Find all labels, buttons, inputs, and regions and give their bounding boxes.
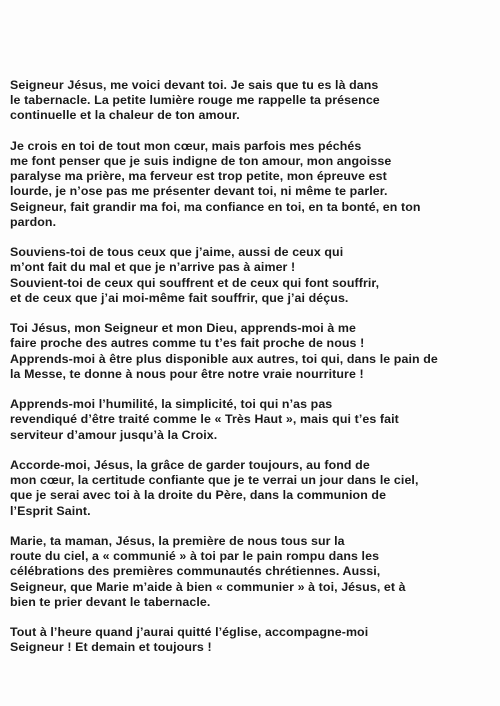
paragraph-1 xyxy=(10,78,490,124)
paragraph-6 xyxy=(10,458,490,519)
paragraph-7 xyxy=(10,534,490,610)
paragraph-5 xyxy=(10,397,490,443)
paragraph-2 xyxy=(10,139,490,230)
text-line: lourde, je n’ose pas me présenter devant toi, ni même te parler. xyxy=(10,184,388,199)
text-line: m’ont fait du mal et que je n’arrive pas à aimer ! xyxy=(10,260,296,275)
text-line: mon cœur, la certitude confiante que je te verrai un jour dans le ciel, xyxy=(10,473,419,488)
text-line: paralyse ma prière, ma ferveur est trop petite, mon épreuve est xyxy=(10,169,387,184)
prayer-text xyxy=(10,78,490,671)
text-line: Apprends-moi à être plus disponible aux autres, toi qui, dans le pain de xyxy=(10,351,438,366)
text-line: Je crois en toi de tout mon cœur, mais parfois mes péchés xyxy=(10,138,362,153)
text-line: Apprends-moi l’humilité, la simplicité, toi qui n’as pas xyxy=(10,397,333,412)
text-line: me font penser que je suis indigne de ton amour, mon angoisse xyxy=(10,154,392,168)
text-line: Marie, ta maman, Jésus, la première de nous tous sur la xyxy=(10,534,345,548)
text-line: la Messe, te donne à nous pour être notre vraie nourriture ! xyxy=(10,366,364,381)
text-line: Seigneur ! Et demain et toujours ! xyxy=(10,640,212,655)
text-line: route du ciel, a « communié » à toi par le pain rompu dans les xyxy=(10,549,380,564)
text-line: Toi Jésus, mon Seigneur et mon Dieu, apprends-moi à me xyxy=(10,321,356,336)
text-line: pardon. xyxy=(10,214,57,229)
text-line: le tabernacle. La petite lumière rouge me rappelle ta présence xyxy=(10,93,380,108)
text-line: célébrations des premières communautés chrétiennes. Aussi, xyxy=(10,564,381,579)
text-line: Seigneur, que Marie m’aide à bien « communier » à toi, Jésus, et à xyxy=(10,579,406,594)
text-line: Seigneur, fait grandir ma foi, ma confiance en toi, en ta bonté, en ton xyxy=(10,199,421,214)
text-line: Souvient-toi de ceux qui souffrent et de ceux qui font souffrir, xyxy=(10,275,380,290)
text-line: continuelle et la chaleur de ton amour. xyxy=(10,108,240,123)
text-line: revendiqué d’être traité comme le « Très Haut », mais qui t’es fait xyxy=(10,412,399,427)
text-line: Accorde-moi, Jésus, la grâce de garder toujours, au fond de xyxy=(10,458,370,472)
text-line: l’Esprit Saint. xyxy=(10,503,91,518)
text-line: que je serai avec toi à la droite du Père, dans la communion de xyxy=(10,488,387,503)
text-line: Souviens-toi de tous ceux que j’aime, aussi de ceux qui xyxy=(10,245,344,260)
text-line: et de ceux que j’ai moi-même fait souffrir, que j’ai déçus. xyxy=(10,290,349,305)
paragraph-4 xyxy=(10,321,490,382)
text-line: Tout à l’heure quand j’aurai quitté l’église, accompagne-moi xyxy=(10,625,369,640)
text-line: Seigneur Jésus, me voici devant toi. Je sais que tu es là dans xyxy=(10,78,379,92)
paragraph-8 xyxy=(10,625,490,655)
paragraph-3 xyxy=(10,245,490,306)
text-line: bien te prier devant le tabernacle. xyxy=(10,594,211,609)
text-line: faire proche des autres comme tu t’es fait proche de nous ! xyxy=(10,336,365,351)
text-line: serviteur d’amour jusqu’à la Croix. xyxy=(10,427,218,442)
